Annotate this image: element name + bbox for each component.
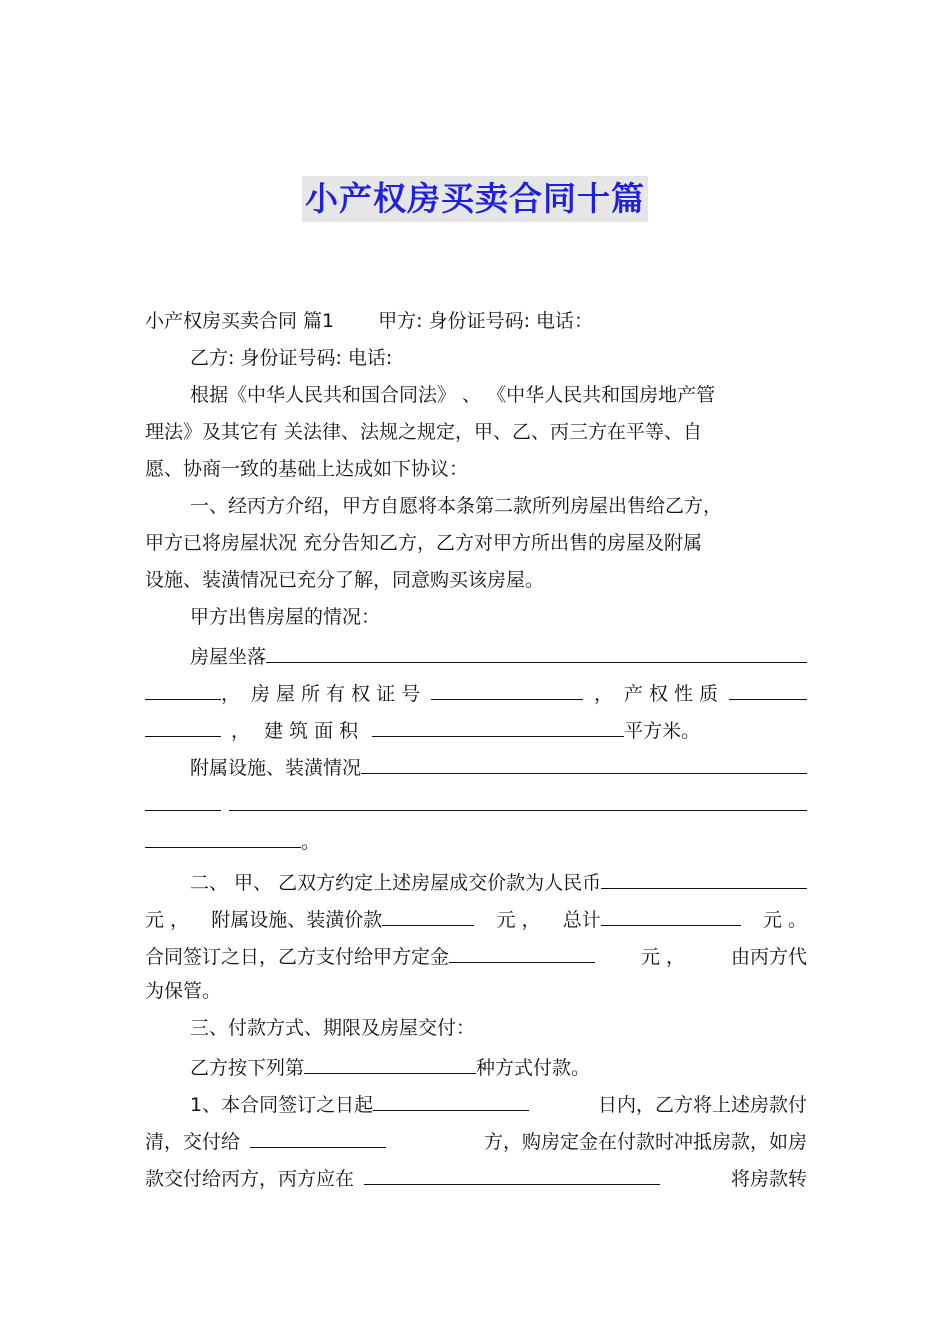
paragraph-text: 根据《中华人民共和国合同法》 、 《中华人民共和国房地产管 <box>190 384 716 406</box>
blank-price <box>601 862 807 889</box>
section-heading: 三、付款方式、期限及房屋交付： <box>190 1017 476 1039</box>
paragraph-text: 一、经丙方介绍，甲方自愿将本条第二款所列房屋出售给乙方， <box>190 495 723 517</box>
line-11: ， 房 屋 所 有 权 证 号 ， 产 权 性 质 <box>145 673 807 710</box>
field-label: 建 筑 面 积 <box>264 720 359 742</box>
paragraph-text: 1、本合同签订之日起 <box>190 1094 374 1116</box>
blank-floor-area <box>372 710 624 737</box>
line-23 <box>145 1121 807 1158</box>
line-21 <box>145 1047 807 1084</box>
line-13 <box>145 747 807 784</box>
line-2 <box>145 340 807 377</box>
field-label: 产 权 性 质 <box>623 683 719 705</box>
line-15: 。 <box>145 821 807 858</box>
party-a-info: 甲方: 身份证号码: 电话： <box>378 310 594 332</box>
blank-decoration-price <box>382 899 474 926</box>
blank-payment-option <box>304 1047 476 1074</box>
blank-facilities <box>361 747 807 774</box>
field-label: 附属设施、装潢情况 <box>190 757 362 779</box>
document-title: 小产权房买卖合同十篇 <box>302 176 648 222</box>
blank-certificate-no <box>431 673 583 700</box>
line-9 <box>145 599 807 636</box>
paragraph-text: 将房款转 <box>730 1168 807 1190</box>
line-22 <box>145 1084 807 1121</box>
blank-deposit <box>449 936 595 963</box>
blank-payee <box>250 1121 386 1148</box>
blank-location-cont <box>145 673 221 700</box>
paragraph-text: 二、 甲、 乙双方约定上述房屋成交价款为人民币 <box>190 872 602 894</box>
field-label: 附属设施、装潢价款 <box>211 909 383 931</box>
line-5 <box>145 451 807 488</box>
title-area <box>0 176 950 222</box>
section-heading: 小产权房买卖合同 篇1 <box>145 310 335 332</box>
paragraph-text: 款交付给丙方，丙方应在 <box>145 1168 355 1190</box>
blank-facilities-cont <box>229 784 807 811</box>
paragraph-text: 合同签订之日，乙方支付给甲方定金 <box>145 946 450 968</box>
blank-property-nature-cont <box>145 710 221 737</box>
blank-days <box>373 1084 529 1111</box>
paragraph-text: 清，交付给 <box>145 1131 241 1153</box>
contract-body <box>145 303 807 1195</box>
line-1 <box>145 303 807 340</box>
field-label: 房 屋 所 有 权 证 号 <box>250 683 421 705</box>
line-10 <box>145 636 807 673</box>
line-19 <box>145 973 807 1010</box>
line-18: 合同签订之日，乙方支付给甲方定金 元 ， 由丙方代 <box>145 936 807 973</box>
paragraph-text: 设施、装潢情况已充分了解，同意购买该房屋。 <box>145 569 545 591</box>
field-label: 总计 <box>562 909 601 931</box>
paragraph-text: 日内，乙方将上述房款付 <box>597 1094 807 1116</box>
party-b-info: 乙方: 身份证号码: 电话: <box>190 347 393 369</box>
field-label: 房屋坐落 <box>190 646 267 668</box>
paragraph-text: 方，购房定金在付款时冲抵房款，如房 <box>483 1131 807 1153</box>
paragraph-text: 由丙方代 <box>730 946 807 968</box>
paragraph-text: 理法》及其它有 关法律、法规之规定，甲、乙、丙三方在平等、自 <box>145 421 703 443</box>
paragraph-text: 愿、协商一致的基础上达成如下协议： <box>145 458 469 480</box>
paragraph-text: 为保管。 <box>145 980 222 1002</box>
paragraph-text: 甲方出售房屋的情况： <box>190 606 381 628</box>
line-24 <box>145 1158 807 1195</box>
paragraph-text: 乙方按下列第 <box>190 1057 305 1079</box>
blank-property-nature <box>729 673 807 700</box>
line-7 <box>145 525 807 562</box>
line-20 <box>145 1010 807 1047</box>
blank-location <box>266 636 807 663</box>
line-8 <box>145 562 807 599</box>
line-16 <box>145 862 807 899</box>
line-14 <box>145 784 807 821</box>
paragraph-text: 甲方已将房屋状况 充分告知乙方，乙方对甲方所出售的房屋及附属 <box>145 532 703 554</box>
line-6 <box>145 488 807 525</box>
blank-total <box>601 899 741 926</box>
line-4 <box>145 414 807 451</box>
line-17: 元 ， 附属设施、装潢价款 元 ， 总计 元 。 <box>145 899 807 936</box>
blank-facilities-cont <box>145 784 221 811</box>
blank-transfer-time <box>364 1158 660 1185</box>
line-3 <box>145 377 807 414</box>
paragraph-text: 种方式付款。 <box>476 1057 591 1079</box>
blank-facilities-end <box>145 821 301 848</box>
line-12: ， 建 筑 面 积 平方米。 <box>145 710 807 747</box>
